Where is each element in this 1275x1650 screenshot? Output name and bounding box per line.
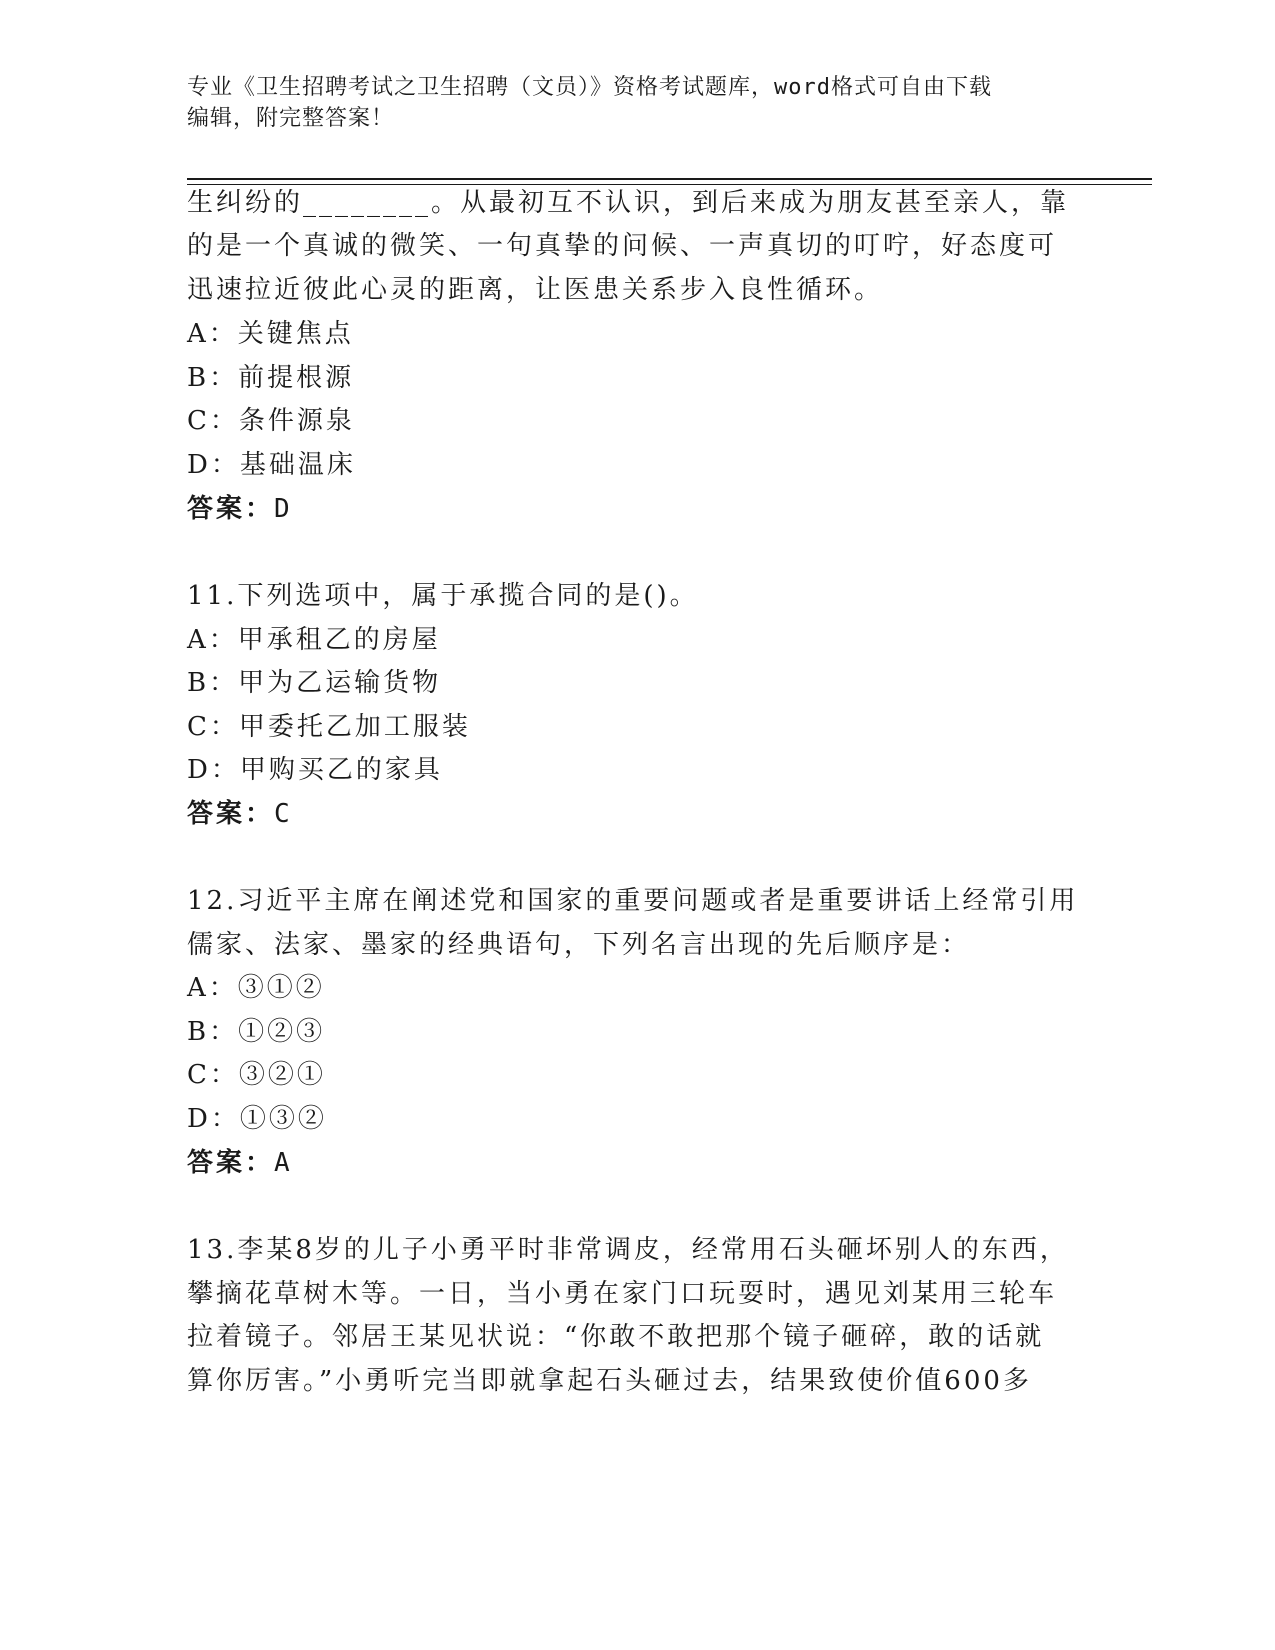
answer-label: 答案： [187, 494, 275, 524]
header-divider-thick [187, 178, 1152, 180]
q13-stem-line-4: 算你厉害。”小勇听完当即就拿起石头砸过去，结果致使价值600多 [187, 1366, 1032, 1396]
q11-option-b: B：甲为乙运输货物 [187, 668, 442, 698]
q10-continuation-line-2: 的是一个真诚的微笑、一句真挚的问候、一声真切的叮咛，好态度可 [187, 231, 1058, 261]
answer-label: 答案： [187, 799, 275, 829]
q10-option-d: D：基础温床 [187, 450, 356, 480]
q10-option-c: C：条件源泉 [187, 406, 355, 436]
answer-label: 答案： [187, 1148, 275, 1178]
header-line-2: 编辑，附完整答案！ [187, 106, 395, 131]
q13-stem-line-3: 拉着镜子。邻居王某见状说：“你敢不敢把那个镜子砸碎，敢的话就 [187, 1322, 1045, 1352]
q10-continuation-line-1: 生纠纷的________。从最初互不认识，到后来成为朋友甚至亲人，靠 [187, 188, 1070, 218]
q13-stem-line-1: 13.李某8岁的儿子小勇平时非常调皮，经常用石头砸坏别人的东西， [187, 1235, 1069, 1265]
q12-stem-line-2: 儒家、法家、墨家的经典语句，下列名言出现的先后顺序是： [187, 930, 971, 960]
q10-continuation-line-3: 迅速拉近彼此心灵的距离，让医患关系步入良性循环。 [187, 275, 884, 305]
q11-option-d: D：甲购买乙的家具 [187, 755, 443, 785]
page-header [187, 72, 1087, 134]
q11-stem: 11.下列选项中，属于承揽合同的是()。 [187, 581, 699, 611]
q12-option-b: B：①②③ [187, 1017, 326, 1047]
header-line-1: 专业《卫生招聘考试之卫生招聘（文员）》资格考试题库，word格式可自由下载 [187, 75, 992, 100]
q11-answer [187, 798, 293, 830]
answer-value: D [274, 494, 293, 524]
q11-option-c: C：甲委托乙加工服装 [187, 712, 471, 742]
answer-value: C [274, 799, 293, 829]
q10-option-a: A：关键焦点 [187, 319, 354, 349]
q12-option-c: C：③②① [187, 1060, 326, 1090]
header-divider-thin [187, 184, 1152, 185]
q12-answer [187, 1147, 293, 1179]
answer-value: A [274, 1148, 293, 1178]
q12-option-d: D：①③② [187, 1104, 327, 1134]
q13-stem-line-2: 攀摘花草树木等。一日，当小勇在家门口玩耍时，遇见刘某用三轮车 [187, 1279, 1058, 1309]
q12-option-a: A：③①② [187, 973, 325, 1003]
q10-answer [187, 493, 293, 525]
q11-option-a: A：甲承租乙的房屋 [187, 625, 441, 655]
q12-stem-line-1: 12.习近平主席在阐述党和国家的重要问题或者是重要讲话上经常引用 [187, 886, 1079, 916]
q10-option-b: B：前提根源 [187, 363, 355, 393]
